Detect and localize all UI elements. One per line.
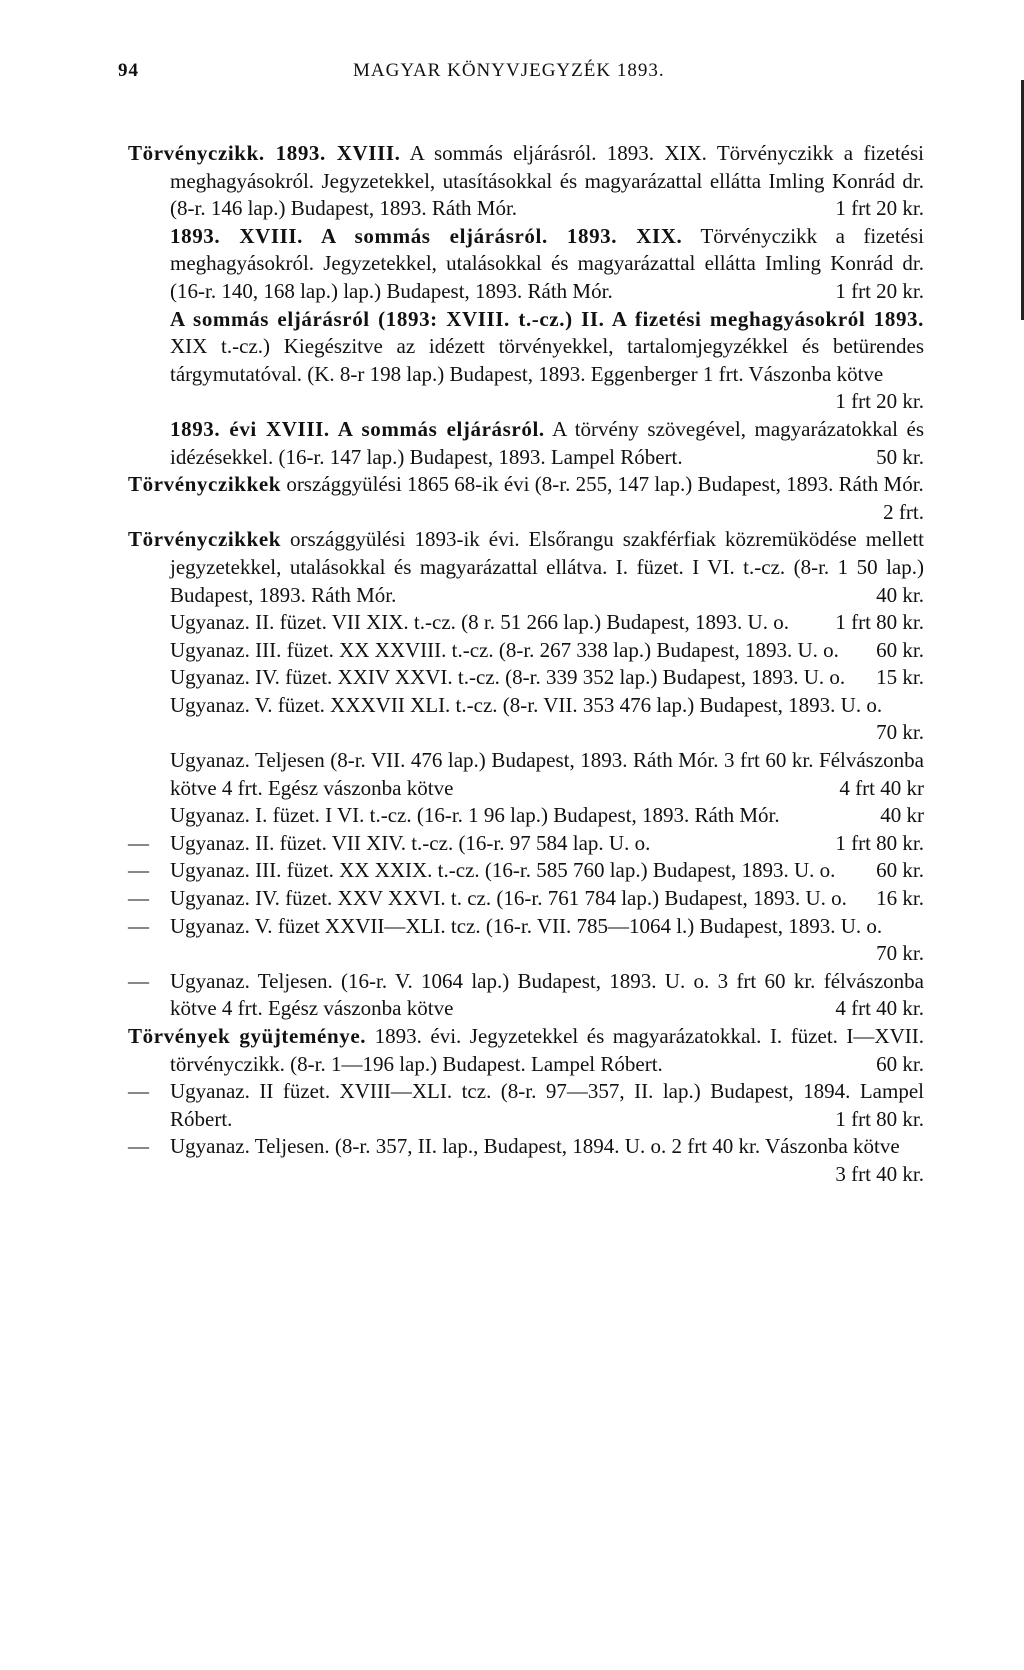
- dash-marker: —: [128, 830, 149, 855]
- bibliography-entry: [128, 609, 924, 637]
- bibliography-entry: [128, 526, 924, 609]
- entry-text: Ugyanaz. I. füzet. I VI. t.-cz. (16-r. 1 96 lap.) Budapest, 1893. Ráth Mór.: [170, 803, 780, 828]
- bibliography-entry: [128, 1078, 924, 1133]
- bibliography-entry: [128, 692, 924, 747]
- entry-text: Ugyanaz. II. füzet. VII XIV. t.-cz. (16-r. 97 584 lap. U. o.: [170, 830, 651, 855]
- bibliography-entry: [128, 913, 924, 968]
- entry-text: Törvényczikk a fizetési meghagyásokról. Jegyzetekkel, utalásokkal és magyarázattal ellátta Imling Konrád dr. (16-r. 140, 168 lap.) lap.) Budapest, 1893. Ráth Mór.: [170, 223, 924, 303]
- dash-marker: —: [128, 1134, 149, 1159]
- bibliography-entry: [128, 830, 924, 858]
- entry-price: 1 frt 80 kr.: [835, 1106, 924, 1131]
- entry-text: Ugyanaz. V. füzet. XXXVII XLI. t.-cz. (8-r. VII. 353 476 lap.) Budapest, 1893. U. o.: [170, 692, 883, 717]
- bibliography-entry: [128, 1023, 924, 1078]
- entry-price: 1 frt 20 kr.: [835, 196, 924, 221]
- entry-heading: Törvények gyüjteménye.: [128, 1024, 367, 1048]
- entry-text: Ugyanaz. IV. füzet. XXIV XXVI. t.-cz. (8-r. 339 352 lap.) Budapest, 1893. U. o.: [170, 665, 846, 690]
- bibliography-entry: [128, 968, 924, 1023]
- entry-price: 16 kr.: [876, 886, 924, 911]
- entry-text: A sommás eljárásról. 1893. XIX. Törvényczikk a fizetési meghagyásokról. Jegyzetekkel, utasításokkal és magyarázattal ellátta Imling Konrád dr. (8-r. 146 lap.) Budapest, 1893. Ráth Mór.: [170, 141, 925, 221]
- entry-price: 40 kr: [880, 803, 924, 828]
- entry-text: 1893. évi. Jegyzetekkel és magyarázatokkal. I. füzet. I—XVII. törvényczikk. (8-r. 1—196 lap.) Budapest. Lampel Róbert.: [170, 1024, 924, 1076]
- entry-price: 1 frt 20 kr.: [835, 389, 924, 414]
- bibliography-entry: [128, 140, 924, 223]
- entry-price: 15 kr.: [876, 665, 924, 690]
- entry-price: 40 kr.: [876, 582, 924, 607]
- bibliography-entries: [128, 140, 924, 1189]
- entry-price: 3 frt 40 kr.: [835, 1161, 924, 1186]
- dash-marker: —: [128, 1079, 149, 1104]
- entry-text: Ugyanaz. Teljesen (8-r. VII. 476 lap.) Budapest, 1893. Ráth Mór. 3 frt 60 kr. Félvászonba kötve 4 frt. Egész vászonba kötve: [170, 748, 924, 800]
- dash-marker: —: [128, 968, 149, 993]
- entry-text: Ugyanaz. Teljesen. (16-r. V. 1064 lap.) Budapest, 1893. U. o. 3 frt 60 kr. félvászonba kötve 4 frt. Egész vászonba kötve: [170, 968, 924, 1021]
- dash-marker: —: [128, 858, 149, 883]
- entry-text: Ugyanaz. II füzet. XVIII—XLI. tcz. (8-r. 97—357, II. lap.) Budapest, 1894. Lampel Róbert.: [170, 1079, 924, 1131]
- entry-price: 60 kr.: [876, 637, 924, 662]
- bibliography-entry: [128, 1133, 924, 1188]
- entry-text: Ugyanaz. V. füzet XXVII—XLI. tcz. (16-r. VII. 785—1064 l.) Budapest, 1893. U. o.: [170, 913, 883, 938]
- entry-heading: A sommás eljárásról (1893: XVIII. t.-cz.) II. A fizetési meghagyásokról 1893.: [170, 306, 924, 331]
- dash-marker: —: [128, 913, 149, 938]
- page-number: 94: [118, 60, 139, 81]
- entry-price: 60 kr.: [876, 1051, 924, 1076]
- entry-price: 4 frt 40 kr.: [835, 996, 924, 1021]
- page-header: [118, 60, 924, 90]
- entry-heading: 1893. XVIII. A sommás eljárásról. 1893. XIX.: [170, 223, 683, 248]
- bibliography-entry: [128, 471, 924, 526]
- entry-heading: Törvényczikk. 1893. XVIII.: [128, 141, 401, 165]
- entry-price: 60 kr.: [876, 858, 924, 883]
- entry-text: Ugyanaz. III. füzet. XX XXVIII. t.-cz. (8-r. 267 338 lap.) Budapest, 1893. U. o.: [170, 637, 839, 662]
- entry-text: Ugyanaz. III. füzet. XX XXIX. t.-cz. (16-r. 585 760 lap.) Budapest, 1893. U. o.: [170, 858, 836, 883]
- entry-text: Ugyanaz. IV. füzet. XXV XXVI. t. cz. (16-r. 761 784 lap.) Budapest, 1893. U. o.: [170, 886, 847, 911]
- bibliography-entry: [128, 747, 924, 802]
- entry-heading: Törvényczikkek: [128, 527, 282, 552]
- entry-text: Ugyanaz. Teljesen. (8-r. 357, II. lap., Budapest, 1894. U. o. 2 frt 40 kr. Vászonba kötve: [170, 1134, 900, 1159]
- bibliography-entry: [128, 885, 924, 913]
- entry-price: 70 kr.: [876, 941, 924, 966]
- entry-price: 1 frt 80 kr.: [835, 610, 924, 635]
- entry-text: A törvény szövegével, magyarázatokkal és idézésekkel. (16-r. 147 lap.) Budapest, 1893. Lampel Róbert.: [170, 416, 924, 469]
- dash-marker: —: [128, 886, 149, 911]
- entry-text: XIX t.-cz.) Kiegészitve az idézett törvényekkel, tartalomjegyzékkel és betürendes tárgymutatóval. (K. 8-r 198 lap.) Budapest, 1893. Eggenberger 1 frt. Vászonba kötve: [170, 334, 924, 386]
- entry-price: 50 kr.: [876, 444, 924, 469]
- entry-price: 1 frt 80 kr.: [835, 830, 924, 855]
- bibliography-entry: [128, 306, 924, 416]
- entry-heading: Törvényczikkek: [128, 472, 282, 497]
- bibliography-entry: [128, 857, 924, 885]
- entry-text: Ugyanaz. II. füzet. VII XIX. t.-cz. (8 r. 51 266 lap.) Budapest, 1893. U. o.: [170, 610, 789, 635]
- bibliography-entry: [128, 802, 924, 830]
- entry-heading: 1893. évi XVIII. A sommás eljárásról.: [170, 416, 545, 441]
- entry-price: 4 frt 40 kr: [839, 775, 924, 800]
- entry-price: 1 frt 20 kr.: [835, 278, 924, 303]
- entry-price: 2 frt.: [883, 499, 924, 524]
- running-title: MAGYAR KÖNYVJEGYZÉK 1893.: [353, 60, 665, 81]
- entry-text: országgyülési 1865 68-ik évi (8-r. 255, 147 lap.) Budapest, 1893. Ráth Mór.: [286, 472, 924, 497]
- entry-price: 70 kr.: [876, 720, 924, 745]
- bibliography-entry: [128, 416, 924, 471]
- bibliography-entry: [128, 223, 924, 306]
- entry-text: országgyülési 1893-ik évi. Elsőrangu szakférfiak közremüködése mellett jegyzetekkel, utalásokkal és magyarázattal ellátva. I. füzet. I VI. t.-cz. (8-r. 1 50 lap.) Budapest, 1893. Ráth Mór.: [170, 527, 925, 607]
- bibliography-entry: [128, 664, 924, 692]
- bibliography-entry: [128, 637, 924, 665]
